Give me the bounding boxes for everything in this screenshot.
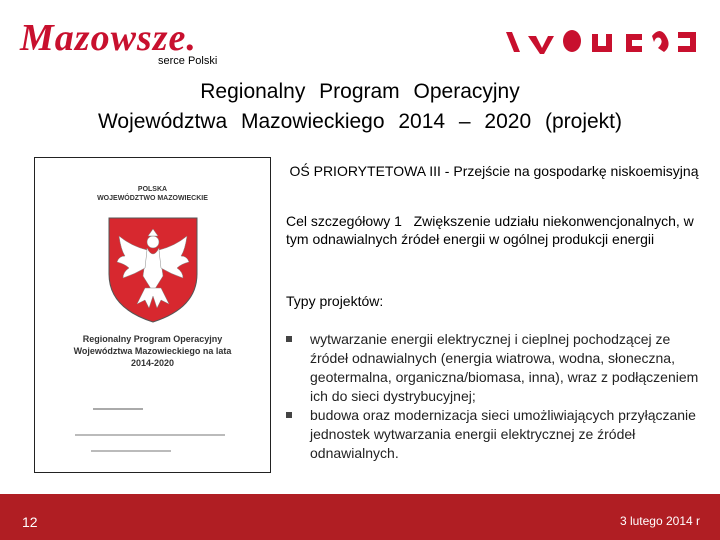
slide-date: 3 lutego 2014 r xyxy=(619,514,700,528)
cover-header-2: WOJEWÓDZTWO MAZOWIECKIE xyxy=(97,195,208,202)
bullet-text: wytwarzanie energii elektrycznej i cieplnej pochodzącej ze źródeł odnawialnych (energia wiatrowa, wodna, słoneczna, geotermalna, organiczna/biomasa, inna), wraz z podłączeniem ich do sieci dystrybucyjnej; xyxy=(310,331,699,404)
square-bullet-icon xyxy=(286,336,292,342)
slide-title-line1: Regionalny Program Operacyjny xyxy=(200,80,520,103)
project-types-list xyxy=(286,330,708,463)
bullet-text: budowa oraz modernizacja sieci umożliwiających przyłączanie jednostek wytwarzania energii elektrycznej ze źródeł odnawialnych. xyxy=(310,407,696,461)
cover-fine-print-line xyxy=(75,434,225,436)
priority-axis-heading: OŚ PRIORYTETOWA III - Przejście na gospodarkę niskoemisyjną xyxy=(289,163,699,179)
cover-title-3: 2014-2020 xyxy=(130,358,175,368)
square-bullet-icon xyxy=(286,412,292,418)
cover-header-1: POLSKA xyxy=(137,186,168,193)
cover-fine-print-line xyxy=(91,450,171,452)
cover-fine-print-line xyxy=(93,408,143,410)
document-cover-image xyxy=(34,157,271,473)
footer-bar xyxy=(0,494,720,540)
goal-text: Zwiększenie udziału niekonwencjonalnych, w tym odnawialnych źródeł energii w ogólnej produkcji energii xyxy=(286,213,694,247)
specific-goal xyxy=(286,212,706,248)
list-item xyxy=(286,330,708,406)
mazowsze-logo: Mazowsze. xyxy=(20,17,197,59)
logo-tagline: serce Polski xyxy=(158,55,218,67)
cover-title-2: Województwa Mazowieckiego na lata xyxy=(73,346,232,356)
coat-of-arms-icon xyxy=(107,216,199,324)
list-item xyxy=(286,406,708,463)
decorative-pattern-icon xyxy=(502,26,702,56)
project-types-label: Typy projektów: xyxy=(286,293,384,309)
page-number: 12 xyxy=(22,514,38,530)
cover-title-1: Regionalny Program Operacyjny xyxy=(82,334,223,344)
goal-label: Cel szczegółowy 1 xyxy=(286,213,402,229)
slide-title-line2: Województwa Mazowieckiego 2014 – 2020 (projekt) xyxy=(97,110,623,133)
